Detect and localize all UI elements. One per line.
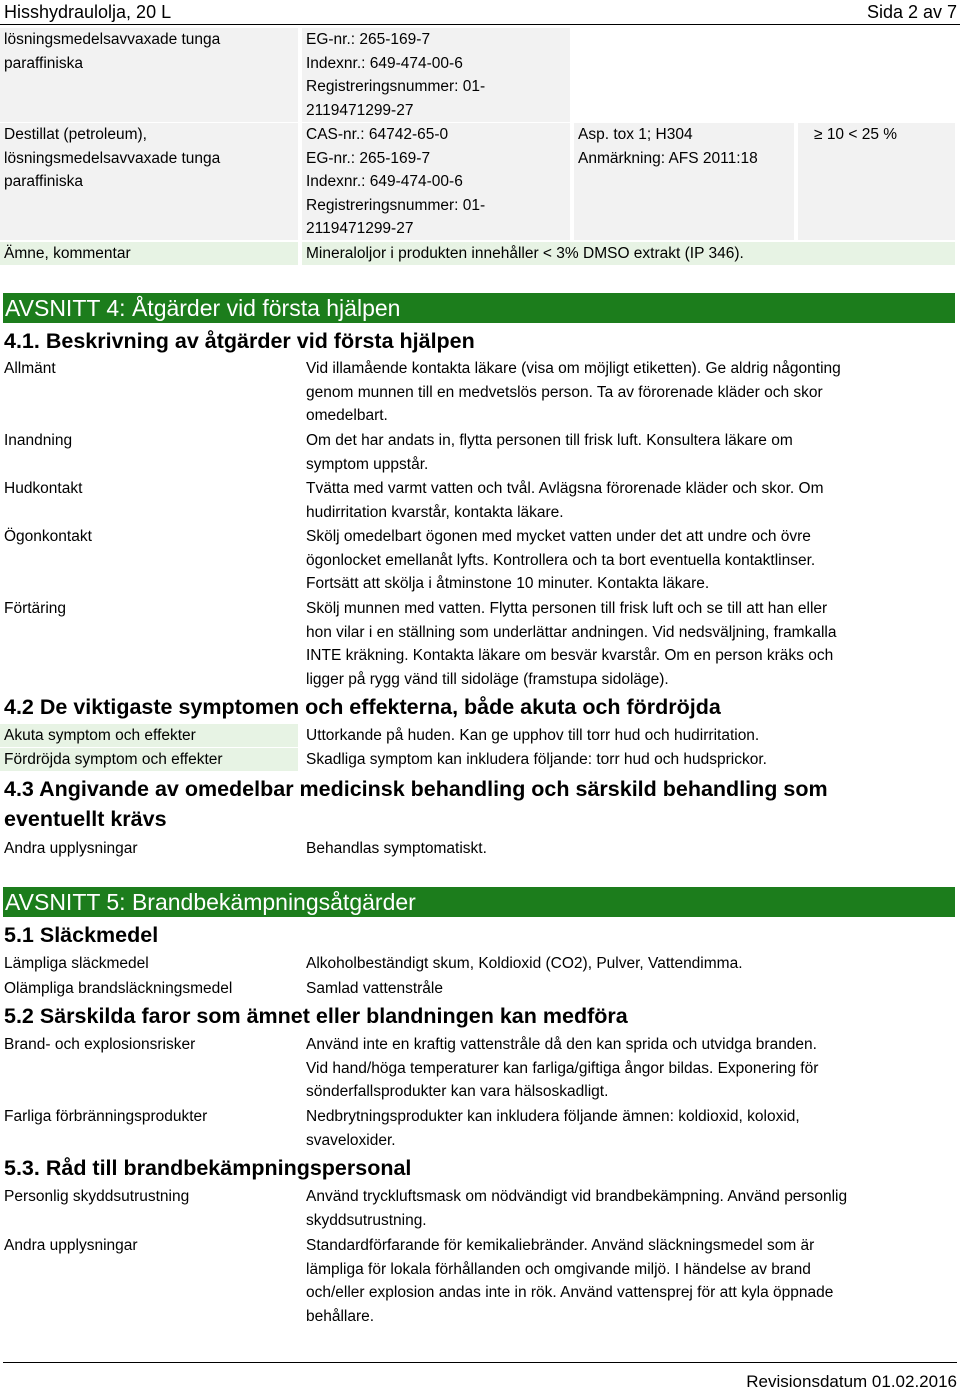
table-row-1-name: lösningsmedelsavvaxade tunga paraffiniska (0, 28, 298, 122)
first-aid-ingestion-label: Förtäring (4, 600, 67, 617)
subsection-5-3-title: 5.3. Råd till brandbekämpningspersonal (4, 1156, 412, 1180)
subsection-4-3-title: 4.3 Angivande av omedelbar medicinsk behandling och särskild behandling som eventuellt krävs (4, 777, 828, 831)
combustion-products-label: Farliga förbränningsprodukter (4, 1108, 208, 1125)
unsuitable-media-text: Samlad vattenstråle (306, 980, 443, 997)
section-4-title: AVSNITT 4: Åtgärder vid första hjälpen (3, 293, 955, 323)
acute-symptoms-text: Uttorkande på huden. Kan ge upphov till torr hud och hudirritation. (306, 727, 760, 744)
table-row-2-concentration: ≥ 10 < 25 % (798, 123, 955, 240)
section-5-title: AVSNITT 5: Brandbekämpningsåtgärder (3, 887, 955, 917)
firefighting-other-label: Andra upplysningar (4, 1237, 138, 1254)
first-aid-skin-text: Tvätta med varmt vatten och tvål. Avlägsna förorenade kläder och skor. Om hudirritation kvarstår, kontakta läkare. (306, 480, 824, 521)
table-row-2-name: Destillat (petroleum), lösningsmedelsavvaxade tunga paraffiniska (0, 123, 298, 240)
acute-symptoms-label: Akuta symptom och effekter (0, 724, 298, 747)
medical-other-text: Behandlas symptomatiskt. (306, 840, 487, 857)
comment-label: Ämne, kommentar (0, 242, 298, 265)
first-aid-general-text: Vid illamående kontakta läkare (visa om möjligt etiketten). Ge aldrig någonting genom munnen till en medvetslös person. Ta av förorenade kläder och skor omedelbart. (306, 360, 841, 424)
medical-other-label: Andra upplysningar (4, 840, 138, 857)
unsuitable-media-label: Olämpliga brandsläckningsmedel (4, 980, 233, 997)
footer-divider (3, 1362, 957, 1363)
first-aid-eye-text: Skölj omedelbart ögonen med mycket vatten under det att undre och övre ögonlocket emellanåt lyfts. Kontrollera och ta bort eventuella kontaktlinser. Fortsätt att skölja i åtminstone 10 minuter. Kontakta läkare. (306, 528, 816, 592)
document-title: Hisshydraulolja, 20 L (4, 2, 172, 22)
table-row-2-ids: CAS-nr.: 64742-65-0 EG-nr.: 265-169-7 Indexnr.: 649-474-00-6 Registreringsnummer: 01- 2119471299-27 (302, 123, 570, 240)
page-number: Sida 2 av 7 (866, 2, 957, 22)
subsection-4-1-title: 4.1. Beskrivning av åtgärder vid första hjälpen (4, 329, 475, 353)
subsection-5-2-title: 5.2 Särskilda faror som ämnet eller blandningen kan medföra (4, 1004, 628, 1028)
combustion-products-text: Nedbrytningsprodukter kan inkludera följande ämnen: koldioxid, koloxid, svaveloxider. (306, 1108, 800, 1149)
first-aid-skin-label: Hudkontakt (4, 480, 83, 497)
subsection-5-1-title: 5.1 Släckmedel (4, 923, 159, 947)
first-aid-inhalation-text: Om det har andats in, flytta personen till frisk luft. Konsultera läkare om symptom uppstår. (306, 432, 793, 473)
comment-text: Mineraloljor i produkten innehåller < 3% DMSO extrakt (IP 346). (302, 242, 955, 265)
fire-explosion-risk-label: Brand- och explosionsrisker (4, 1036, 196, 1053)
page-header (0, 0, 960, 24)
fire-explosion-risk-text: Använd inte en kraftig vattenstråle då den kan sprida och utvidga branden. Vid hand/höga temperaturer kan farliga/giftiga ångor bildas. Exponering för sönderfallsprodukter kan vara hälsoskadligt. (306, 1036, 819, 1100)
subsection-4-2-title: 4.2 De viktigaste symptomen och effekterna, både akuta och fördröjda (4, 695, 721, 719)
delayed-symptoms-label: Fördröjda symptom och effekter (0, 748, 298, 771)
table-row-1-ids: EG-nr.: 265-169-7 Indexnr.: 649-474-00-6 Registreringsnummer: 01- 2119471299-27 (302, 28, 570, 122)
first-aid-eye-label: Ögonkontakt (4, 528, 92, 545)
header-divider (0, 24, 960, 25)
revision-date: Revisionsdatum 01.02.2016 (746, 1372, 957, 1391)
delayed-symptoms-text: Skadliga symptom kan inkludera följande: torr hud och hudsprickor. (306, 751, 767, 768)
table-row-2-classification: Asp. tox 1; H304 Anmärkning: AFS 2011:18 (574, 123, 794, 240)
ppe-label: Personlig skyddsutrustning (4, 1188, 190, 1205)
firefighting-other-text: Standardförfarande för kemikaliebränder. Använd släckningsmedel som är lämpliga för lokala förhållanden och omgivande miljö. I händelse av brand och/eller explosion andas inte in rök. Använd vattensprej för att kyla öppnade behållare. (306, 1237, 834, 1325)
first-aid-inhalation-label: Inandning (4, 432, 73, 449)
first-aid-general-label: Allmänt (4, 360, 56, 377)
ppe-text: Använd tryckluftsmask om nödvändigt vid brandbekämpning. Använd personlig skyddsutrustning. (306, 1188, 848, 1229)
first-aid-ingestion-text: Skölj munnen med vatten. Flytta personen till frisk luft och se till att han eller hon vilar i en ställning som underlättar andningen. Vid nedsväljning, framkalla INTE kräkning. Kontakta läkare om besvär kvarstår. Om en person kräks och ligger på rygg vänd till sidoläge (framstupa sidoläge). (306, 600, 837, 688)
suitable-media-text: Alkoholbeständigt skum, Koldioxid (CO2), Pulver, Vattendimma. (306, 955, 743, 972)
suitable-media-label: Lämpliga släckmedel (4, 955, 149, 972)
